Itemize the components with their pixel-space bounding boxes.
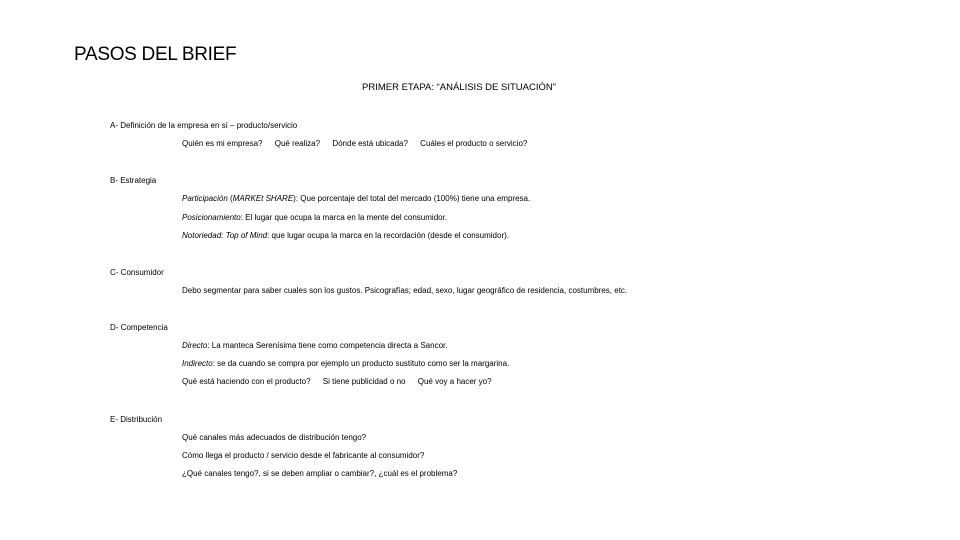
- question-my-plan: Qué voy a hacer yo?: [417, 377, 492, 386]
- question-where: Dónde está ubicada?: [332, 139, 408, 148]
- competition-questions: [182, 377, 492, 386]
- question-product: Cuáles el producto o servicio?: [420, 139, 528, 148]
- strategy-notoriety: Notoriedad: Top of Mind: que lugar ocupa la marca en la recordación (desde el consumidor).: [182, 231, 510, 240]
- term-notoriety: Notoriedad: Top of Mind: [182, 231, 268, 240]
- question-what: Qué realiza?: [274, 139, 321, 148]
- section-a-questions: [182, 139, 527, 148]
- question-doing: Qué está haciendo con el producto?: [182, 377, 311, 386]
- strategy-participation: Participación (MARKEt SHARE): Que porcentaje del total del mercado (100%) tiene una empresa.: [182, 194, 531, 203]
- section-b-heading: B- Estrategia: [110, 176, 157, 185]
- distribution-problem: ¿Qué canales tengo?, si se deben ampliar o cambiar?, ¿cuál es el problema?: [182, 469, 458, 478]
- question-advertising: Si tiene publicidad o no: [322, 377, 406, 386]
- term-direct: Directo: [182, 341, 208, 350]
- competition-indirect: Indirecto: se da cuando se compra por ejemplo un producto sustituto como ser la margarina.: [182, 359, 510, 368]
- term-market-share: MARKEt SHARE: [232, 194, 294, 203]
- competition-direct: Directo: La manteca Serenísima tiene como competencia directa a Sancor.: [182, 341, 448, 350]
- section-c-heading: C- Consumidor: [110, 268, 164, 277]
- consumer-segmentation: Debo segmentar para saber cuales son los gustos. Psicografías; edad, sexo, lugar geográfico de residencia, costumbres, etc.: [182, 286, 628, 295]
- question-who: Quién es mi empresa?: [182, 139, 263, 148]
- section-d-heading: D- Competencia: [110, 323, 168, 332]
- strategy-positioning: Posicionamiento: El lugar que ocupa la marca en la mente del consumidor.: [182, 213, 448, 222]
- slide-subtitle: PRIMER ETAPA: “ANÁLISIS DE SITUACIÓN”: [362, 82, 556, 93]
- slide-title: PASOS DEL BRIEF: [74, 44, 237, 65]
- term-positioning: Posicionamiento: [182, 213, 241, 222]
- section-a-heading: A- Definición de la empresa en sí – producto/servicio: [110, 121, 298, 130]
- term-indirect: Indirecto: [182, 359, 213, 368]
- section-e-heading: E- Distribución: [110, 415, 163, 424]
- term-participation: Participación: [182, 194, 228, 203]
- distribution-flow: Cómo llega el producto / servicio desde el fabricante al consumidor?: [182, 451, 425, 460]
- distribution-channels: Qué canales más adecuados de distribución tengo?: [182, 433, 367, 442]
